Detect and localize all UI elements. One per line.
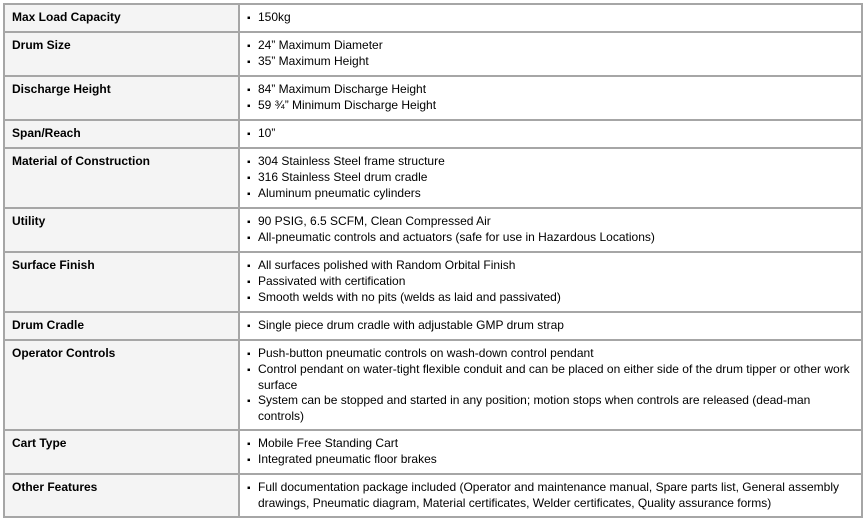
spec-item: ▪ 304 Stainless Steel frame structure: [247, 154, 853, 170]
spec-value-cell: [239, 312, 862, 340]
spec-item-list: [247, 126, 853, 142]
spec-item: ▪ Full documentation package included (Operator and maintenance manual, Spare parts list, General assembly drawings, Pneumatic diagram, Material certificates, Welder certificates, Quality assurance forms): [247, 480, 853, 511]
spec-item: ▪ Aluminum pneumatic cylinders: [247, 186, 853, 202]
spec-item: ▪ Push-button pneumatic controls on wash-down control pendant: [247, 346, 853, 362]
spec-label: Drum Size: [4, 32, 239, 76]
spec-item: ▪ 35” Maximum Height: [247, 54, 853, 70]
spec-label: Cart Type: [4, 430, 239, 474]
spec-item: ▪ 90 PSIG, 6.5 SCFM, Clean Compressed Air: [247, 214, 853, 230]
spec-label: Other Features: [4, 474, 239, 517]
table-row: [4, 120, 862, 148]
spec-value-cell: [239, 340, 862, 430]
table-row: [4, 148, 862, 208]
spec-item: ▪ 10”: [247, 126, 853, 142]
spec-item-list: [247, 38, 853, 70]
spec-item: ▪ 316 Stainless Steel drum cradle: [247, 170, 853, 186]
table-row: [4, 76, 862, 120]
spec-label: Discharge Height: [4, 76, 239, 120]
table-row: [4, 474, 862, 517]
spec-item: ▪ 84” Maximum Discharge Height: [247, 82, 853, 98]
spec-value-cell: [239, 148, 862, 208]
table-row: [4, 252, 862, 312]
spec-label: Operator Controls: [4, 340, 239, 430]
spec-value-cell: [239, 32, 862, 76]
spec-item: ▪ Smooth welds with no pits (welds as laid and passivated): [247, 290, 853, 306]
spec-item-list: [247, 436, 853, 468]
spec-value-cell: [239, 4, 862, 32]
spec-item: ▪ All-pneumatic controls and actuators (safe for use in Hazardous Locations): [247, 230, 853, 246]
spec-item-list: [247, 480, 853, 511]
spec-item: ▪ All surfaces polished with Random Orbital Finish: [247, 258, 853, 274]
spec-item: ▪ Single piece drum cradle with adjustable GMP drum strap: [247, 318, 853, 334]
spec-item: ▪ Passivated with certification: [247, 274, 853, 290]
table-row: [4, 208, 862, 252]
spec-label: Material of Construction: [4, 148, 239, 208]
spec-item: ▪ Integrated pneumatic floor brakes: [247, 452, 853, 468]
spec-value-cell: [239, 252, 862, 312]
spec-value-cell: [239, 208, 862, 252]
spec-item: ▪ 150kg: [247, 10, 853, 26]
spec-label: Max Load Capacity: [4, 4, 239, 32]
spec-item-list: [247, 10, 853, 26]
spec-item-list: [247, 214, 853, 246]
spec-item: ▪ Control pendant on water-tight flexible conduit and can be placed on either side of the drum tipper or other work surface: [247, 362, 853, 393]
spec-table: [3, 3, 863, 518]
spec-item: ▪ Mobile Free Standing Cart: [247, 436, 853, 452]
table-row: [4, 340, 862, 430]
table-row: [4, 430, 862, 474]
spec-item: ▪ 59 ¾” Minimum Discharge Height: [247, 98, 853, 114]
table-row: [4, 32, 862, 76]
spec-value-cell: [239, 430, 862, 474]
spec-item-list: [247, 82, 853, 114]
spec-item-list: [247, 346, 853, 424]
spec-item: ▪ 24” Maximum Diameter: [247, 38, 853, 54]
spec-label: Surface Finish: [4, 252, 239, 312]
spec-item: ▪ System can be stopped and started in any position; motion stops when controls are released (dead-man controls): [247, 393, 853, 424]
spec-item-list: [247, 318, 853, 334]
table-row: [4, 312, 862, 340]
table-row: [4, 4, 862, 32]
spec-label: Utility: [4, 208, 239, 252]
spec-item-list: [247, 258, 853, 306]
spec-value-cell: [239, 76, 862, 120]
spec-label: Drum Cradle: [4, 312, 239, 340]
spec-label: Span/Reach: [4, 120, 239, 148]
spec-value-cell: [239, 120, 862, 148]
spec-value-cell: [239, 474, 862, 517]
spec-table-body: [4, 4, 862, 517]
spec-item-list: [247, 154, 853, 202]
